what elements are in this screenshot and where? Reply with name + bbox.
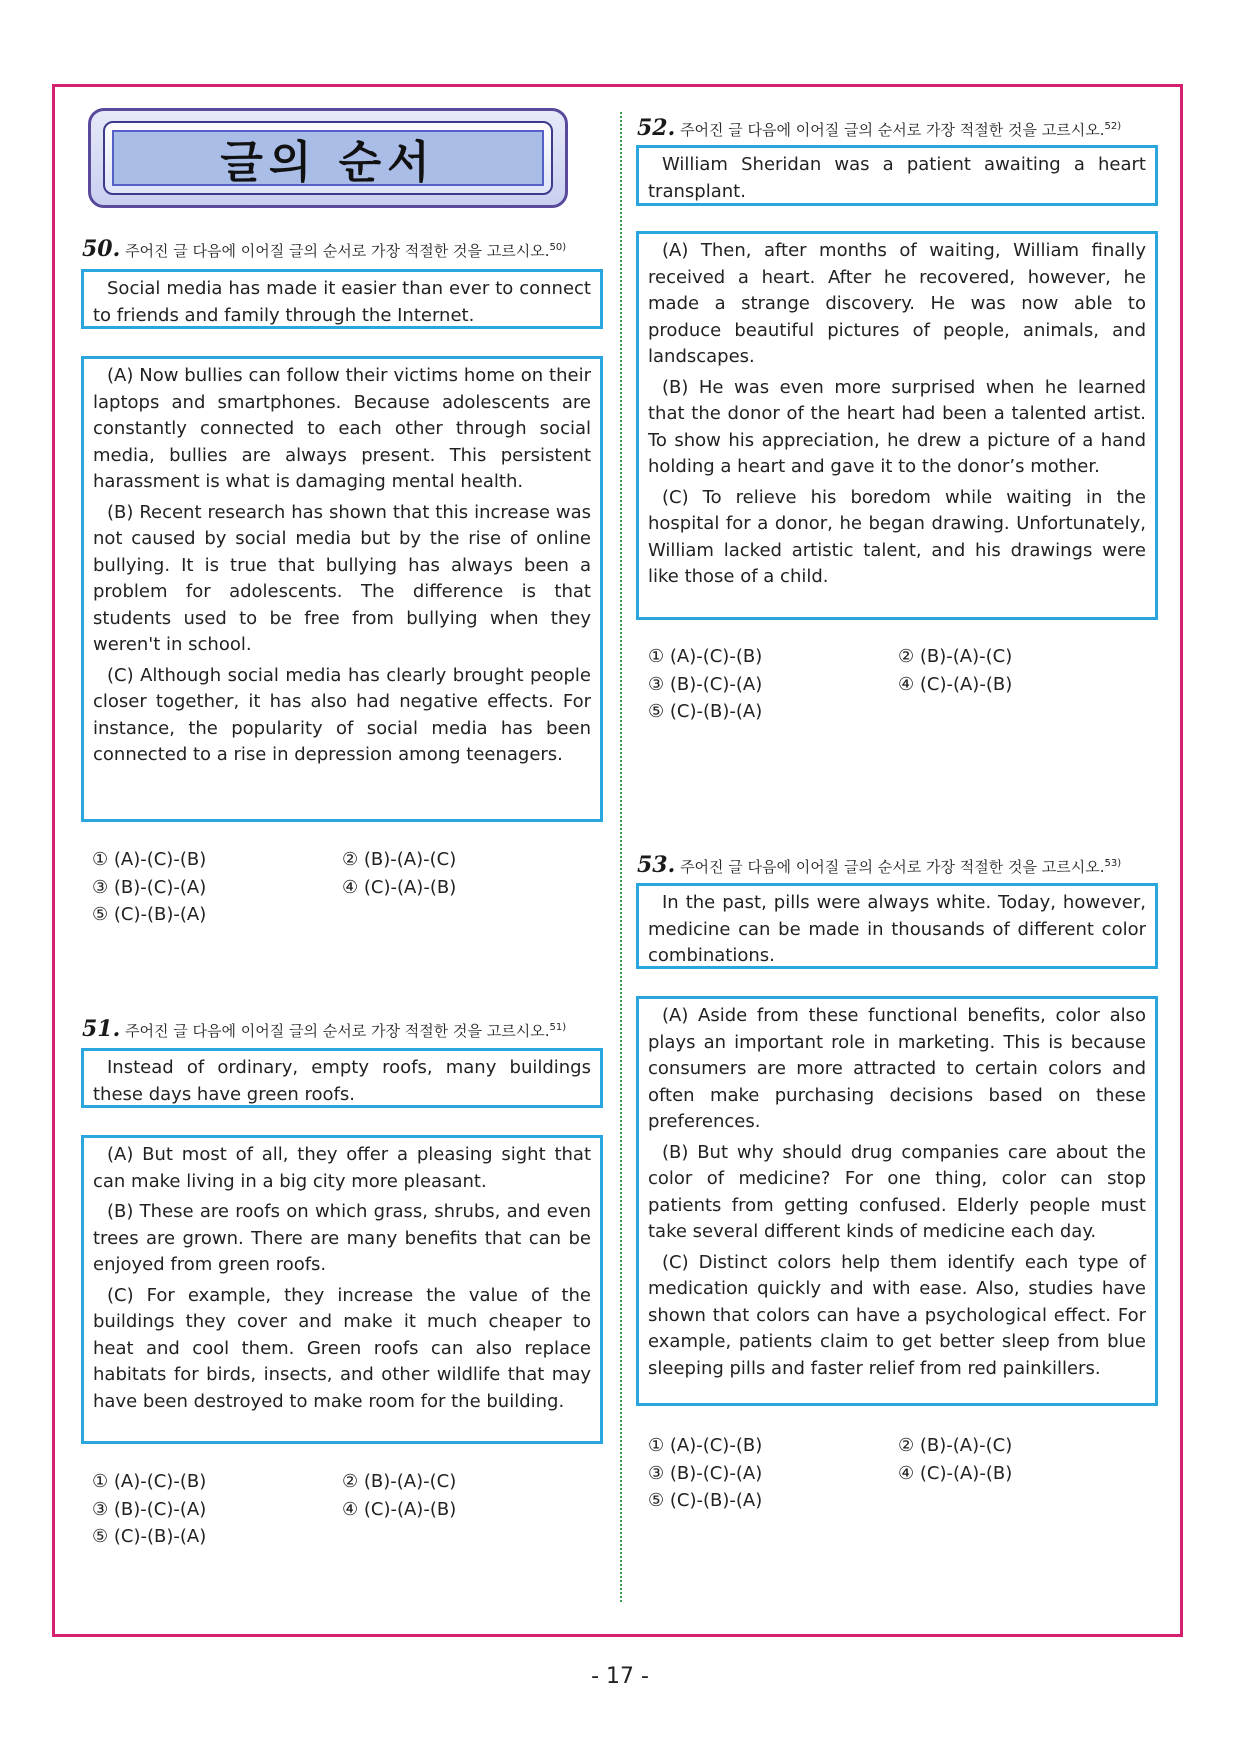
passage-a: (A) Now bullies can follow their victims home on their laptops and smartphones. Because adolescents are constantly connected to each other through social media, bullies are always present. This persistent harassment is what is damaging mental health. xyxy=(93,365,591,492)
given-text: Instead of ordinary, empty roofs, many buildings these days have green roofs. xyxy=(93,1057,591,1105)
given-text-box xyxy=(636,145,1158,206)
question-53-header xyxy=(637,852,1121,878)
choice-4[interactable]: ④ (C)-(A)-(B) xyxy=(898,673,1013,695)
choice-4[interactable]: ④ (C)-(A)-(B) xyxy=(342,1498,457,1520)
given-text-box xyxy=(81,269,603,329)
choice-1[interactable]: ① (A)-(C)-(B) xyxy=(648,646,763,667)
passage-b: (B) He was even more surprised when he learned that the donor of the heart had been a talented artist. To show his appreciation, he drew a picture of a hand holding a heart and gave it to the donor’s mother. xyxy=(648,376,1146,477)
choice-1[interactable]: ① (A)-(C)-(B) xyxy=(648,1435,763,1456)
choice-5[interactable]: ⑤ (C)-(B)-(A) xyxy=(648,1490,763,1511)
title-banner xyxy=(88,108,568,208)
question-52-header xyxy=(637,115,1121,141)
question-prompt: 주어진 글 다음에 이어질 글의 순서로 가장 적절한 것을 고르시오. xyxy=(125,1022,550,1040)
given-text: Social media has made it easier than ever to connect to friends and family through the Internet. xyxy=(93,278,591,326)
choice-3[interactable]: ③ (B)-(C)-(A) xyxy=(648,1462,763,1484)
passage-b: (B) But why should drug companies care about the color of medicine? For one thing, color can stop patients from getting confused. Elderly people must take several different kinds of medicine each day. xyxy=(648,1141,1146,1242)
question-50-header xyxy=(82,236,566,262)
choice-3[interactable]: ③ (B)-(C)-(A) xyxy=(92,876,207,898)
passage-a: (A) Aside from these functional benefits, color also plays an important role in marketing. This is because consumers are more attracted to certain colors and often make purchasing decisions based on these preferences. xyxy=(648,1005,1146,1132)
column-divider xyxy=(620,112,622,1602)
page-title: 글의 순서 xyxy=(112,130,544,186)
passage-a: (A) Then, after months of waiting, William finally received a heart. After he recovered, however, he made a strange discovery. He was now able to produce beautiful pictures of people, animals, and landscapes. xyxy=(648,240,1146,367)
choice-5[interactable]: ⑤ (C)-(B)-(A) xyxy=(648,701,763,722)
passage-b: (B) These are roofs on which grass, shrubs, and even trees are grown. There are many benefits that can be enjoyed from green roofs. xyxy=(93,1201,591,1275)
choice-5[interactable]: ⑤ (C)-(B)-(A) xyxy=(92,1526,207,1547)
question-prompt: 주어진 글 다음에 이어질 글의 순서로 가장 적절한 것을 고르시오. xyxy=(680,121,1105,139)
passage-c: (C) For example, they increase the value of the buildings they cover and make it much cheaper to heat and cool them. Green roofs can also replace habitats for birds, insects, and other wildlife that may have been destroyed to make room for the building. xyxy=(93,1284,591,1412)
question-number: 53. xyxy=(637,852,676,878)
choice-2[interactable]: ② (B)-(A)-(C) xyxy=(342,849,457,870)
question-number: 50. xyxy=(82,236,121,262)
passages-box xyxy=(81,356,603,822)
given-text-box xyxy=(636,883,1158,969)
choice-5[interactable]: ⑤ (C)-(B)-(A) xyxy=(92,904,207,925)
choice-4[interactable]: ④ (C)-(A)-(B) xyxy=(898,1462,1013,1484)
question-footnote: 51) xyxy=(549,1022,567,1033)
page-number: - 17 - xyxy=(591,1664,649,1689)
question-number: 52. xyxy=(637,115,676,141)
question-footnote: 53) xyxy=(1104,858,1122,869)
title-banner-inner xyxy=(103,121,553,195)
question-prompt: 주어진 글 다음에 이어질 글의 순서로 가장 적절한 것을 고르시오. xyxy=(680,858,1105,876)
choice-2[interactable]: ② (B)-(A)-(C) xyxy=(898,1435,1013,1456)
choice-2[interactable]: ② (B)-(A)-(C) xyxy=(342,1471,457,1492)
passages-box xyxy=(636,996,1158,1406)
given-text-box xyxy=(81,1048,603,1108)
question-footnote: 50) xyxy=(549,242,567,253)
passage-c: (C) To relieve his boredom while waiting in the hospital for a donor, he began drawing. Unfortunately, William lacked artistic talent, and his drawings were like those of a child. xyxy=(648,486,1146,587)
question-number: 51. xyxy=(82,1016,121,1042)
choice-4[interactable]: ④ (C)-(A)-(B) xyxy=(342,876,457,898)
choice-1[interactable]: ① (A)-(C)-(B) xyxy=(92,849,207,870)
question-51-header xyxy=(82,1016,566,1042)
question-footnote: 52) xyxy=(1104,121,1122,132)
passage-a: (A) But most of all, they offer a pleasing sight that can make living in a big city more pleasant. xyxy=(93,1144,591,1192)
choice-2[interactable]: ② (B)-(A)-(C) xyxy=(898,646,1013,667)
choice-3[interactable]: ③ (B)-(C)-(A) xyxy=(92,1498,207,1520)
choice-3[interactable]: ③ (B)-(C)-(A) xyxy=(648,673,763,695)
given-text: In the past, pills were always white. Today, however, medicine can be made in thousands of different color combinations. xyxy=(648,892,1146,966)
choice-1[interactable]: ① (A)-(C)-(B) xyxy=(92,1471,207,1492)
passages-box xyxy=(636,231,1158,620)
passages-box xyxy=(81,1135,603,1444)
given-text: William Sheridan was a patient awaiting a heart transplant. xyxy=(648,154,1146,202)
passage-b: (B) Recent research has shown that this increase was not caused by social media but by the rise of online bullying. It is true that bullying has always been a problem for adolescents. The difference is that students used to be free from bullying when they weren't in school. xyxy=(93,501,591,655)
passage-c: (C) Distinct colors help them identify each type of medication quickly and with ease. Also, studies have shown that colors can have a psychological effect. For example, patients claim to get better sleep from blue sleeping pills and faster relief from red painkillers. xyxy=(648,1251,1146,1379)
question-prompt: 주어진 글 다음에 이어질 글의 순서로 가장 적절한 것을 고르시오. xyxy=(125,242,550,260)
passage-c: (C) Although social media has clearly brought people closer together, it has also had negative effects. For instance, the popularity of social media has been connected to a rise in depression among teenagers. xyxy=(93,664,591,765)
